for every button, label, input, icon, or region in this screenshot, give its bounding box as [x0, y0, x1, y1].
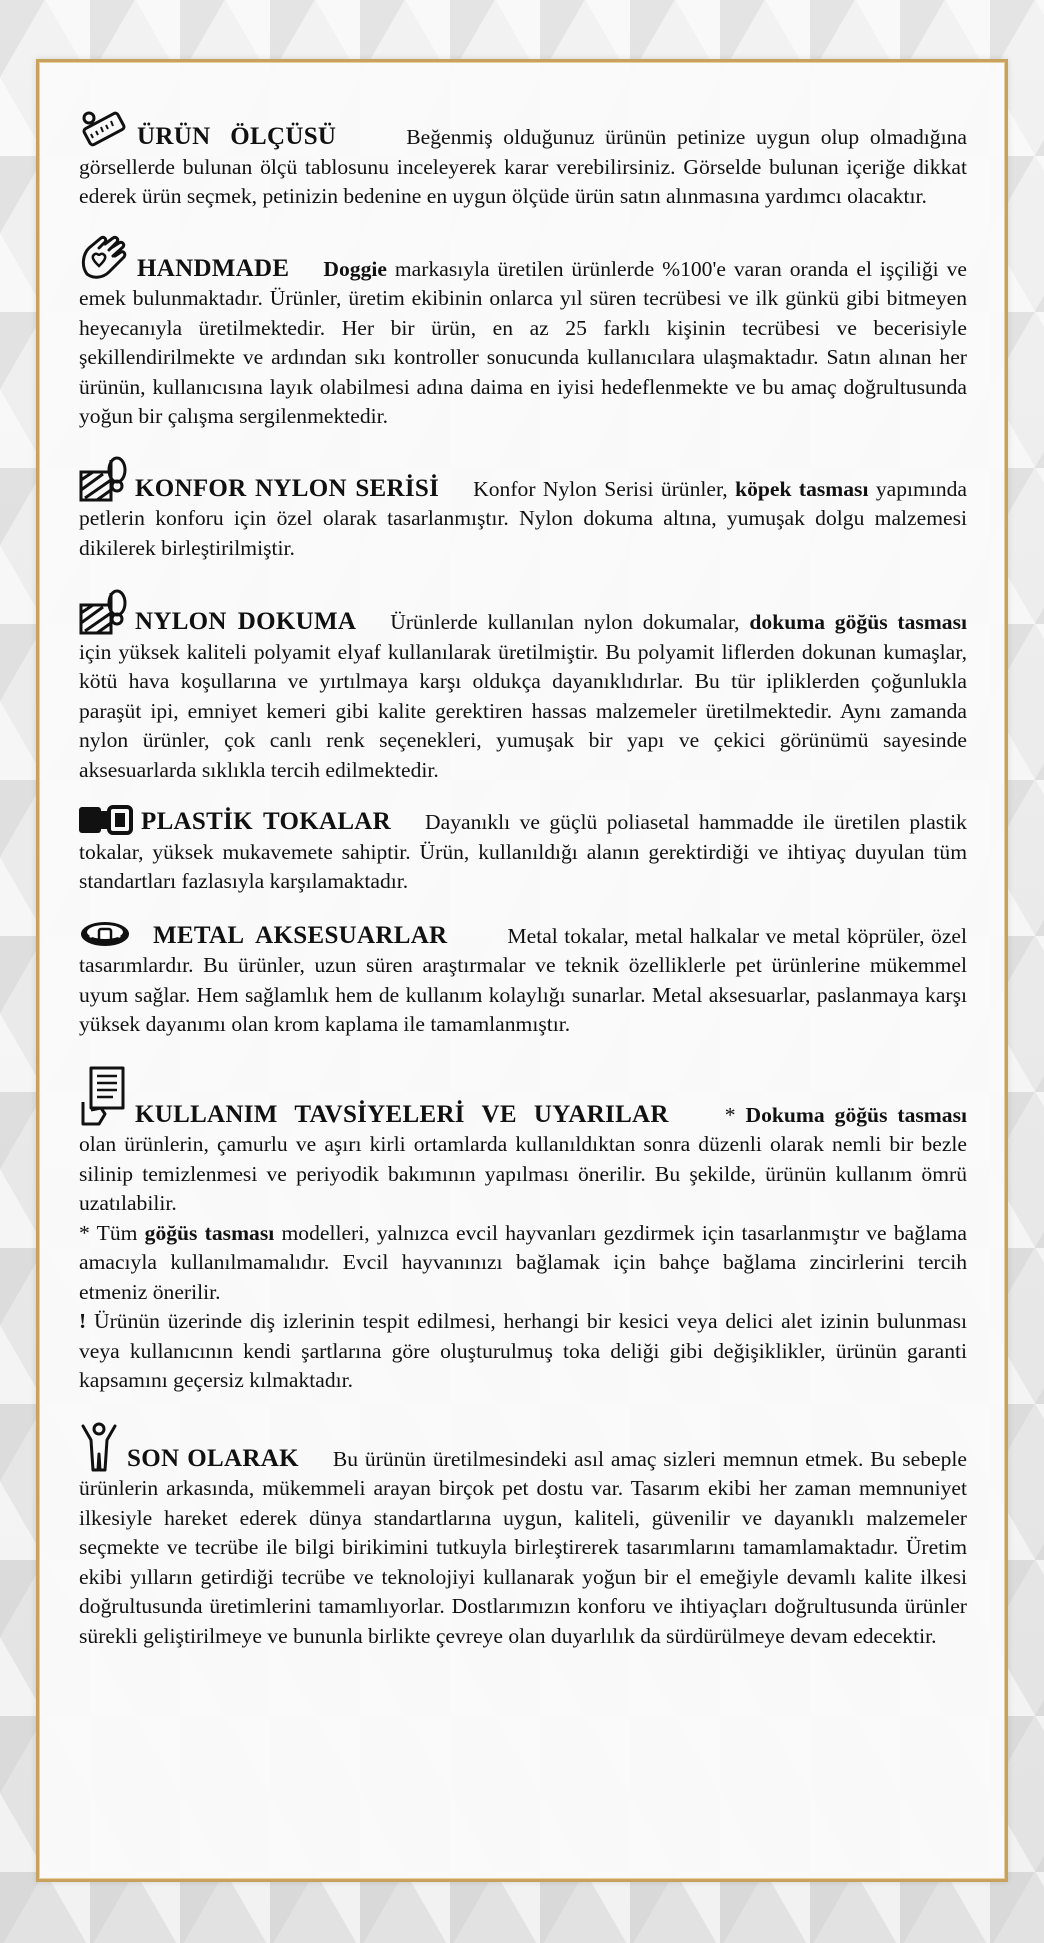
section-paragraph [79, 589, 967, 785]
section-paragraph [79, 234, 967, 432]
section-text: Dayanıklı ve güçlü poliasetal hammadde ile üretilen plastik tokalar, yüksek mukavemete sahiptir. Ürün, kullanıldığı alanın gerektirdiği ve ihtiyaç duyulan tüm standartları fazlasıyla karşılamaktadır. [79, 810, 967, 893]
section-bold-text: köpek tasması [735, 476, 869, 501]
section-paragraph [79, 1307, 967, 1396]
section-paragraph [79, 1066, 967, 1219]
section-konfor-nylon [79, 456, 967, 564]
section-metal-aksesuarlar [79, 919, 967, 1040]
section-paragraph [79, 456, 967, 564]
fabric-roll-icon [79, 589, 127, 635]
fabric-roll-icon [79, 456, 127, 502]
section-handmade [79, 234, 967, 432]
section-title: KULLANIM TAVSİYELERİ VE UYARILAR [135, 1100, 669, 1128]
section-text: yapımında petlerin konforu için özel olarak tasarlanmıştır. Nylon dokuma altına, yumuşak dolgu malzemesi dikilerek birleştirilmiştir. [79, 476, 967, 560]
section-text: Beğenmiş olduğunuz ürünün petinize uygun olup olmadığına görsellerde bulunan ölçü tablosunu inceleyerek karar verebilirsiniz. Görselde bulunan içeriğe dikkat ederek ürün seçmek, petinizin bedenine en uygun ölçüde ürün satın alınmasına yardımcı olacaktır. [79, 125, 967, 208]
section-text: Metal tokalar, metal halkalar ve metal köprüler, özel tasarımlardır. Bu ürünler, uzun süren araştırmalar ve teknik özelliklerle pet ürünlerine mükemmel uyum sağlar. Hem sağlamlık hem de kullanım kolaylığı sunarlar. Metal aksesuarlar, paslanmaya karşı yüksek dayanımı olan krom kaplama ile tamamlanmıştır. [79, 923, 967, 1036]
section-son-olarak [79, 1422, 967, 1652]
section-paragraph [79, 805, 967, 897]
content-frame [36, 59, 1008, 1882]
section-bold-text: göğüs tasması [144, 1220, 275, 1245]
section-title: PLASTİK TOKALAR [141, 808, 392, 835]
section-bold-text: dokuma göğüs tasması [749, 610, 967, 634]
section-title: HANDMADE [137, 254, 290, 282]
section-text: Bu ürünün üretilmesindeki asıl amaç sizleri memnun etmek. Bu sebeple ürünlerin arkasında, mükemmeli arayan birçok pet dostu var. Tasarım ekibi her zaman memnuniyet ilkesiyle hareket ederek dünya standartlarına uygun, kaliteli, güvenilir ve dayanıklı malzemeler seçmekte ve tecrübe ile bilgi birikimini tutkuyla birleştirerek tasarımlarını tamamlamaktadır. Üretim ekibi yılların getirdiği tecrübe ve teknolojiyi kullanarak yoğun bir el emeğiyle devamlı kalite ilkesi doğrultusunda üretimlerini tamamlıyorlar. Dostlarımızın konforu ve ihtiyaçları doğrultusunda ürünler sürekli geliştirilmeye ve bununla birlikte çevreye olan duyarlılık da sürdürülmeye devam edecektir. [79, 1446, 968, 1648]
content-column [79, 110, 967, 1651]
section-text: modelleri, yalnızca evcil hayvanları gezdirmek için tasarlanmıştır ve bağlama amacıyla kullanılmamalıdır. Evcil hayvanınızı bağlamak için bahçe bağlama zincirlerini tercih etmeniz önerilir. [79, 1220, 968, 1304]
section-text: Ürünün üzerinde diş izlerinin tespit edilmesi, herhangi bir kesici veya delici alet izinin bulunması veya kullanıcının kendi şartlarına göre oluşturulmuş toka deliği gibi değişiklikler, ürünün garanti kapsamını geçersiz kılmaktadır. [79, 1309, 967, 1392]
ruler-tape-icon [79, 110, 129, 150]
section-paragraph [79, 1219, 967, 1308]
section-title: METAL AKSESUARLAR [153, 921, 448, 949]
section-bold-text: Dokuma göğüs tasması [745, 1102, 967, 1127]
hand-heart-icon [79, 234, 129, 282]
warning-mark: ! [79, 1309, 87, 1333]
section-title: ÜRÜN ÖLÇÜSÜ [137, 123, 337, 150]
bullet-star: * [724, 1102, 736, 1127]
section-text: olan ürünlerin, çamurlu ve aşırı kirli ortamlarda kullanıldıktan sonra düzenli olarak nemli bir bezle silinip temizlenmesi ve periyodik bakımının yapılması önerilir. Bu şekilde, ürünün kullanım ömrü uzatılabilir. [79, 1132, 967, 1215]
section-title: KONFOR NYLON SERİSİ [135, 474, 440, 502]
section-nylon-dokuma [79, 589, 967, 785]
section-title: SON OLARAK [127, 1444, 299, 1472]
happy-person-icon [79, 1422, 119, 1472]
metal-collar-icon [79, 919, 131, 949]
section-text: için yüksek kaliteli polyamit elyaf kullanılarak üretilmiştir. Bu polyamit liflerden dokunan kumaşlar, kötü hava koşullarına ve yırtılmaya karşı oldukça dayanıklıdırlar. Bu tür ipliklerden çoğunlukla paraşüt ipi, emniyet kemeri gibi kalite gerektiren hassas malzemeler üretilmektedir. Aynı zamanda nylon ürünler, çok canlı renk seçenekleri, yumuşak bir yapı ve çekici görünümü sayesinde aksesuarlarda sıklıkla tercih edilmektedir. [79, 639, 967, 782]
section-title: NYLON DOKUMA [135, 608, 357, 635]
brand-name: Doggie [323, 256, 387, 281]
section-paragraph [79, 919, 967, 1040]
section-text: * Tüm [79, 1220, 138, 1245]
section-paragraph [79, 110, 967, 212]
section-text: Konfor Nylon Serisi ürünler, [473, 476, 728, 501]
section-text: Ürünlerde kullanılan nylon dokumalar, [390, 610, 740, 634]
section-plastik-tokalar [79, 805, 967, 897]
document-hand-icon [79, 1066, 127, 1128]
section-urun-olcusu [79, 110, 967, 212]
section-text: markasıyla üretilen ürünlerde %100'e varan oranda el işçiliği ve emek bulunmaktadır. Ürünler, üretim ekibinin onlarca yıl süren tecrübesi ve ilk günkü gibi bitmeyen heyecanıyla üretilmektedir. Her bir ürün, en az 25 farklı kişinin tecrübesi ve becerisiyle şekillendirilmekte ve ardından sıkı kontroller sonucunda kullanıcılara ulaşmaktadır. Satın alınan her ürünün, kullanıcısına layık olabilmesi adına daima en iyisi hedeflenmekte ve bu amaç doğrultusunda yoğun bir çalışma sergilenmektedir. [79, 256, 967, 428]
section-paragraph [79, 1422, 967, 1652]
section-kullanim-tavsiyeleri [79, 1066, 967, 1396]
plastic-buckle-icon [79, 805, 133, 835]
